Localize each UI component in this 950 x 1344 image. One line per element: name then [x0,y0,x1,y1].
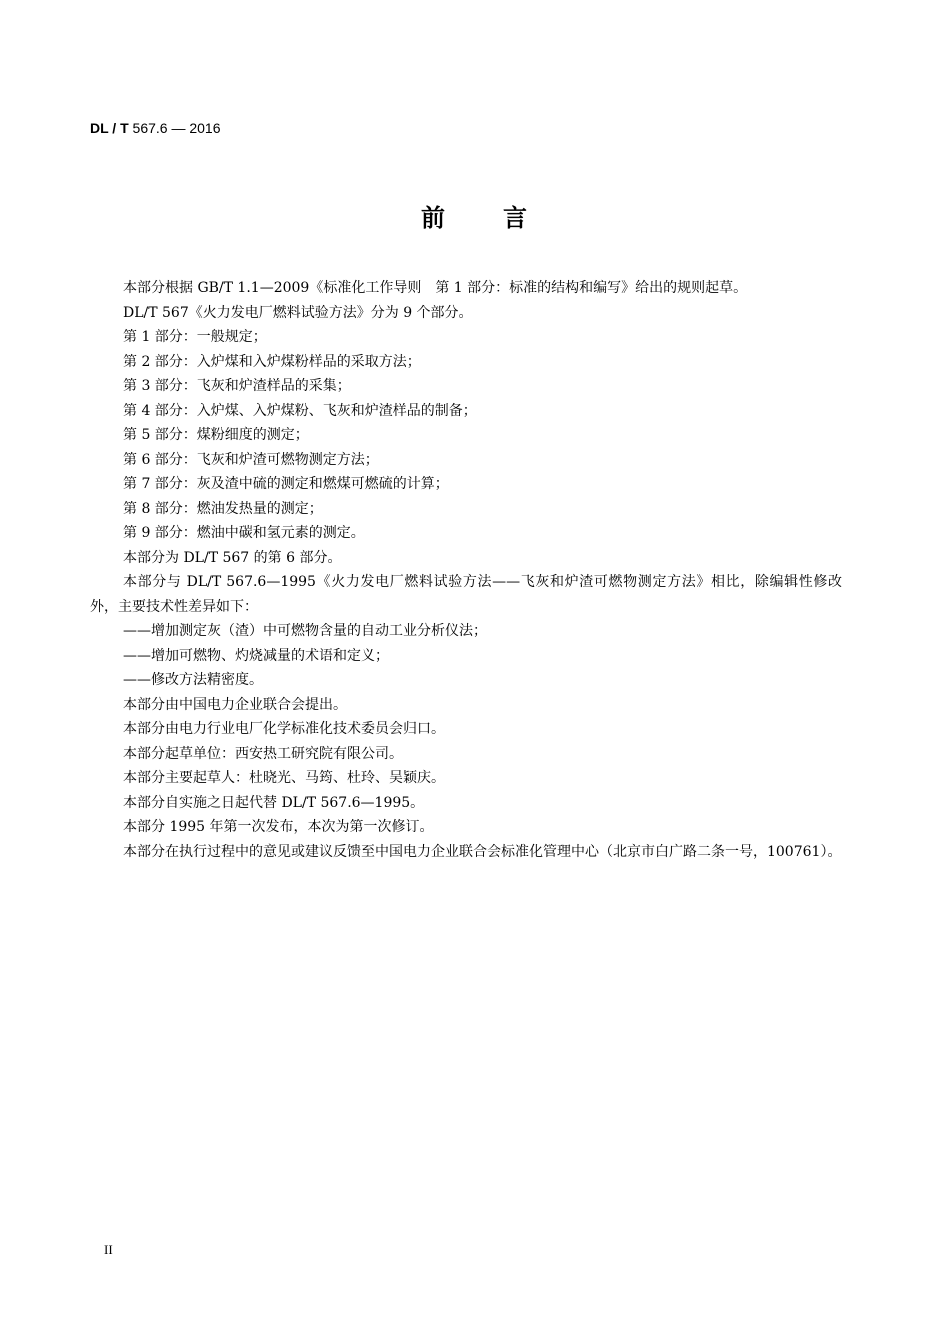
foreword-body [90,276,842,864]
paragraph: 本部分与 DL/T 567.6—1995《火力发电厂燃料试验方法——飞灰和炉渣可燃物测定方法》相比，除编辑性修改外，主要技术性差异如下： [90,574,842,615]
page-title [0,198,950,233]
paragraph: 本部分根据 GB/T 1.1—2009《标准化工作导则 第 1 部分：标准的结构和编写》给出的规则起草。 [123,280,748,296]
standard-code-number: 567.6 — 2016 [132,120,221,136]
paragraph: 本部分在执行过程中的意见或建议反馈至中国电力企业联合会标准化管理中心（北京市白广路二条一号，100761）。 [123,843,842,860]
paragraph: 本部分由电力行业电厂化学标准化技术委员会归口。 [123,721,445,737]
list-item: 第 2 部分：入炉煤和入炉煤粉样品的采取方法； [123,353,421,370]
list-item: 第 9 部分：燃油中碳和氢元素的测定。 [123,525,365,541]
list-item: ——增加可燃物、灼烧减量的术语和定义； [123,647,389,664]
list-item: 第 6 部分：飞灰和炉渣可燃物测定方法； [123,451,379,468]
paragraph: 本部分 1995 年第一次发布，本次为第一次修订。 [123,819,434,835]
standard-code-header [90,120,221,136]
list-item: 第 5 部分：煤粉细度的测定； [123,427,309,443]
paragraph: 本部分为 DL/T 567 的第 6 部分。 [123,549,342,566]
list-item: 第 3 部分：飞灰和炉渣样品的采集； [123,378,351,394]
list-item: 第 8 部分：燃油发热量的测定； [123,500,323,517]
list-item: 第 4 部分：入炉煤、入炉煤粉、飞灰和炉渣样品的制备； [123,402,477,419]
list-item: 第 7 部分：灰及渣中硫的测定和燃煤可燃硫的计算； [123,476,449,492]
title-char-1: 前 [421,204,447,232]
paragraph: 本部分起草单位：西安热工研究院有限公司。 [123,745,403,762]
standard-code-prefix: DL / T [90,120,129,136]
list-item: ——修改方法精密度。 [123,672,263,688]
page-number: II [104,1242,113,1257]
list-item: ——增加测定灰（渣）中可燃物含量的自动工业分析仪法； [123,623,487,639]
list-item: 第 1 部分：一般规定； [123,329,267,345]
paragraph: 本部分由中国电力企业联合会提出。 [123,696,347,713]
paragraph: 本部分自实施之日起代替 DL/T 567.6—1995。 [123,794,425,811]
paragraph: DL/T 567《火力发电厂燃料试验方法》分为 9 个部分。 [123,304,473,321]
paragraph: 本部分主要起草人：杜晓光、马筠、杜玲、吴颖庆。 [123,770,445,786]
title-char-2: 言 [503,204,529,232]
